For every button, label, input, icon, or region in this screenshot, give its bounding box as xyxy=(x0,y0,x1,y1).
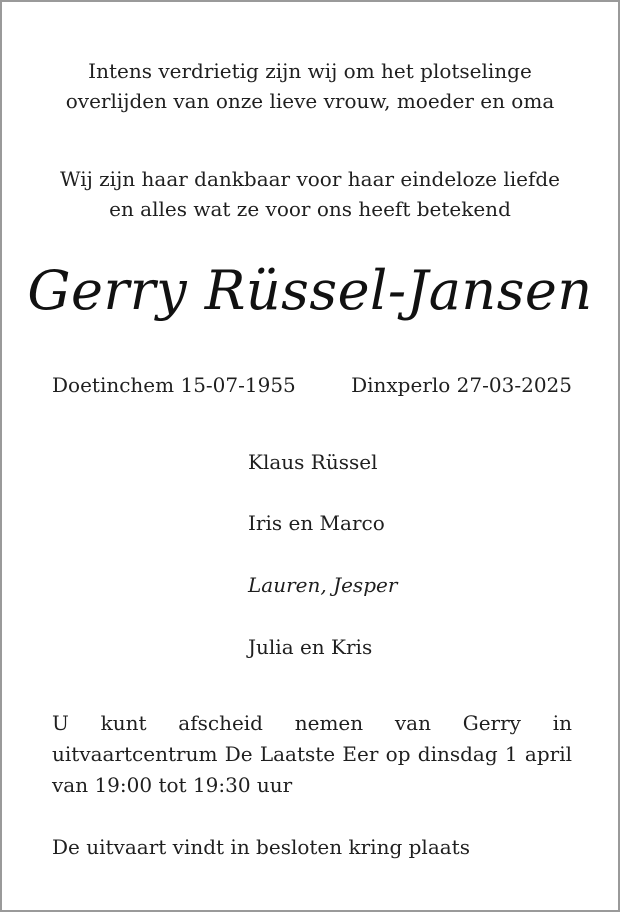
farewell-notice: U kunt afscheid nemen van Gerry in uitvaartcentrum De Laatste Eer op dinsdag 1 april van 19:00 tot 19:30 uur xyxy=(52,711,572,797)
family-member: Iris en Marco xyxy=(248,511,385,535)
family-member: Lauren, Jesper xyxy=(248,573,398,597)
intro-line-2: overlijden van onze lieve vrouw, moeder en oma xyxy=(65,89,555,113)
funeral-notice: De uitvaart vindt in besloten kring plaats xyxy=(52,835,470,859)
gratitude-line-2: en alles wat ze voor ons heeft betekend xyxy=(109,197,511,221)
intro-line-1: Intens verdrietig zijn wij om het plotselinge xyxy=(88,59,532,83)
death-place-date: Dinxperlo 27-03-2025 xyxy=(351,373,572,397)
deceased-name: Gerry Rüssel-Jansen xyxy=(27,259,593,322)
gratitude-line-1: Wij zijn haar dankbaar voor haar eindeloze liefde xyxy=(59,167,560,191)
gratitude-text xyxy=(2,164,618,224)
family-member: Klaus Rüssel xyxy=(248,450,378,474)
intro-text xyxy=(2,56,618,116)
birth-place-date: Doetinchem 15-07-1955 xyxy=(52,373,296,397)
family-member: Julia en Kris xyxy=(248,635,373,659)
